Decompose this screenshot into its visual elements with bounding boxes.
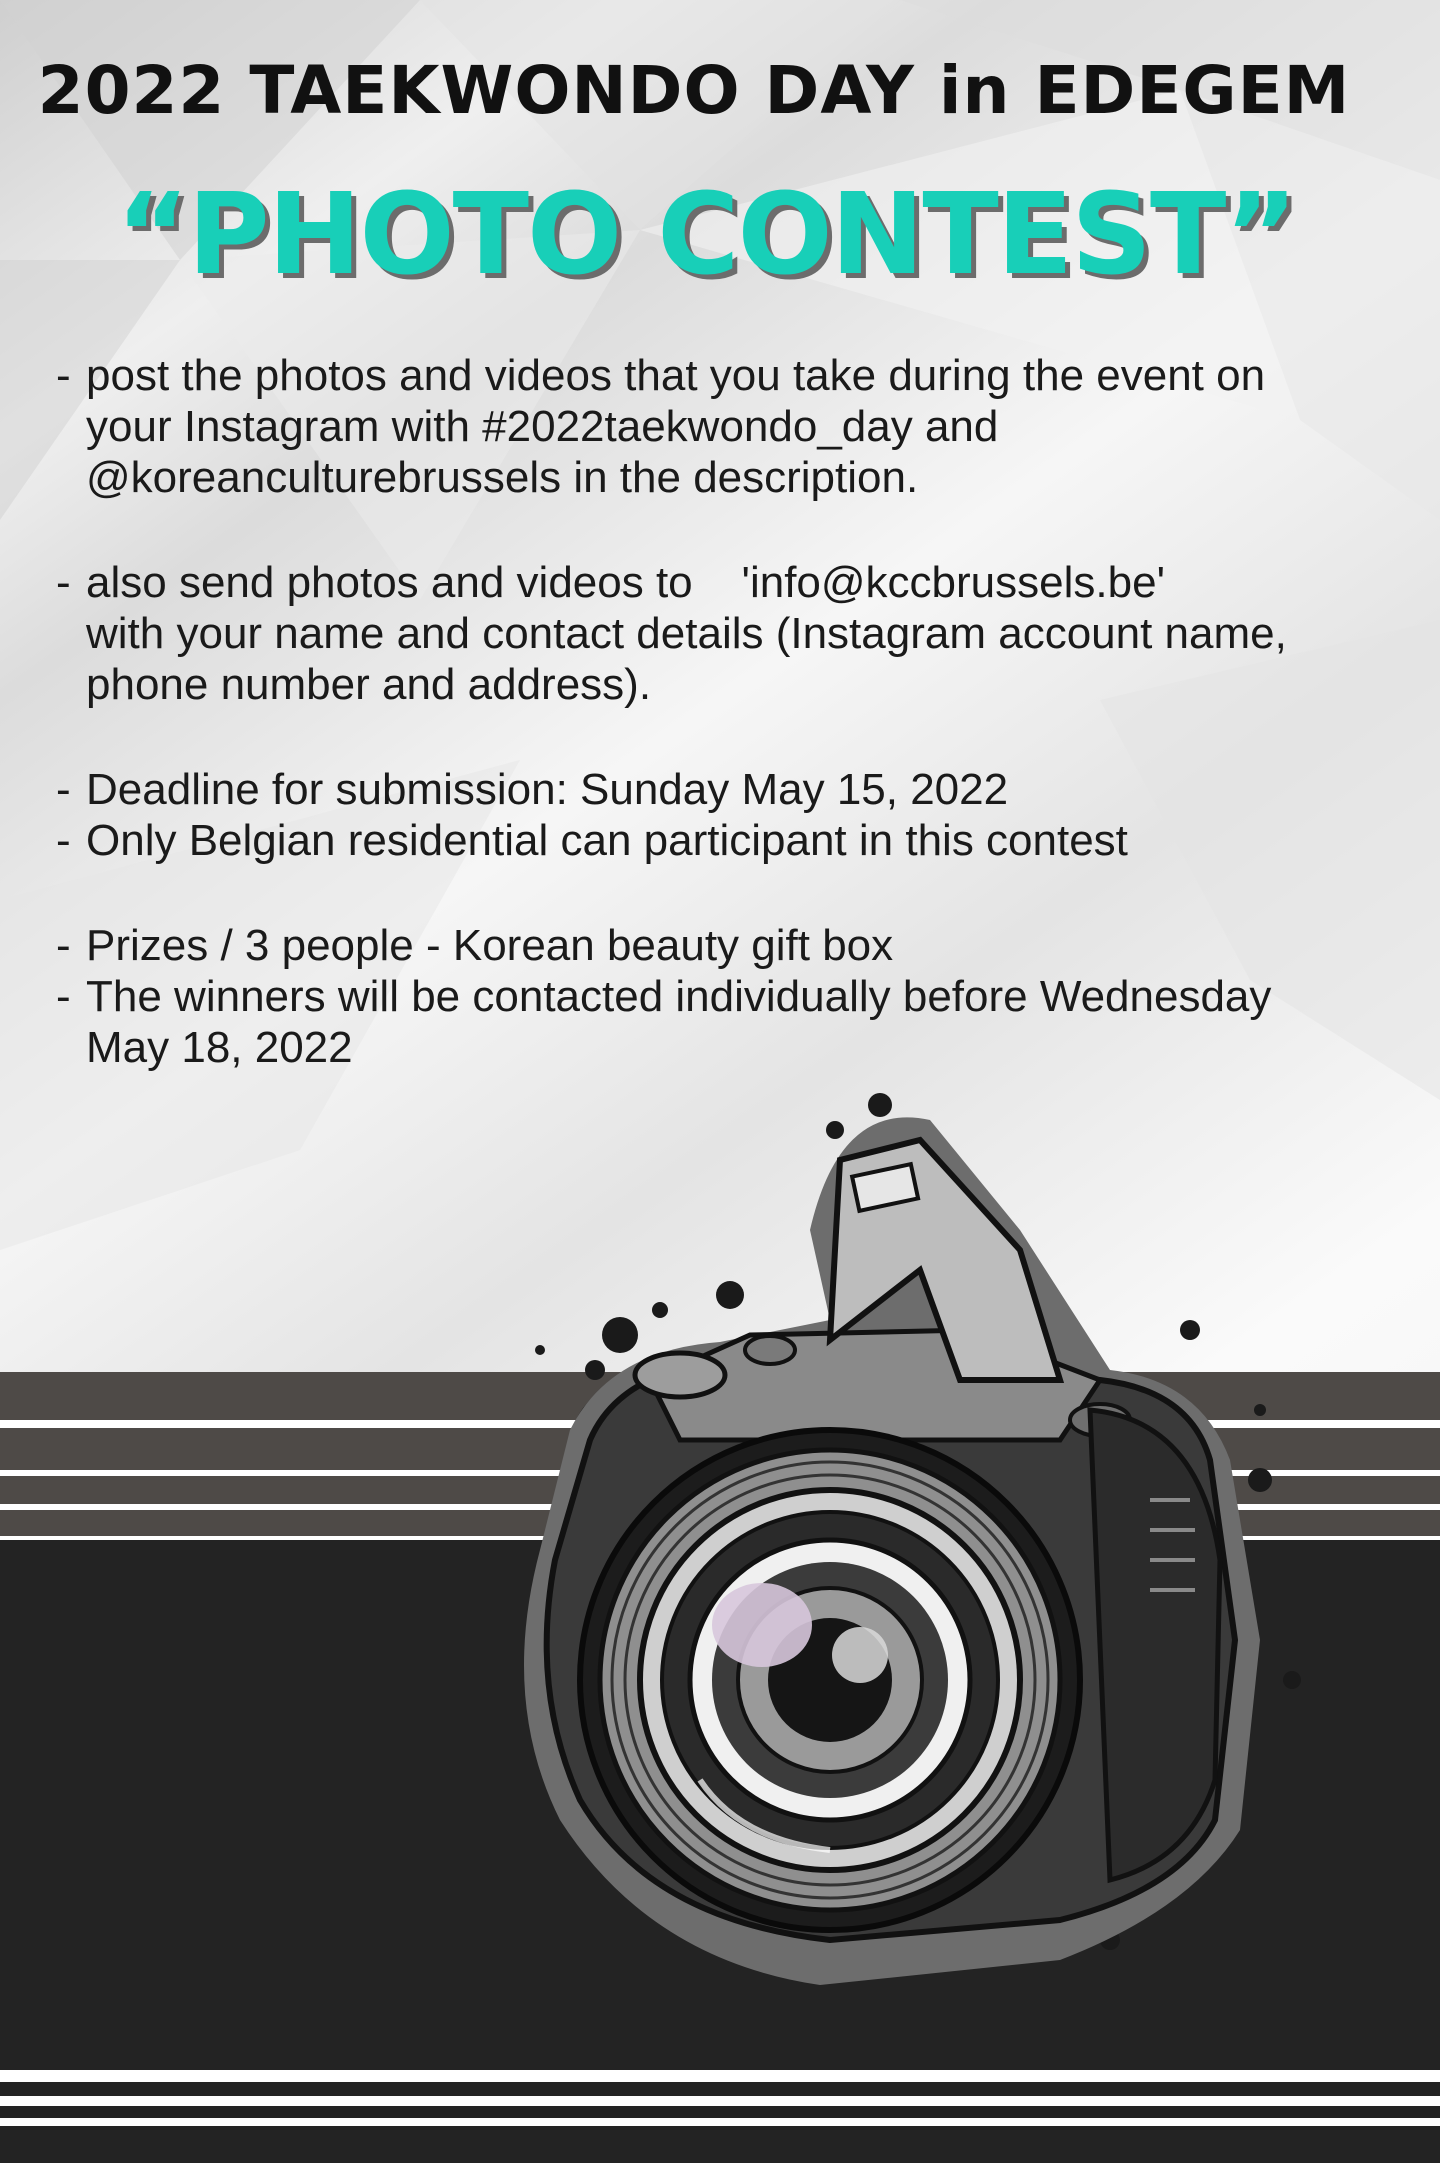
- rule-text: also send photos and videos to 'info@kccbrussels.be': [86, 558, 1165, 607]
- deadline-text: Deadline for submission: Sunday May 15, 2022: [86, 765, 1009, 814]
- bullet: -: [56, 765, 71, 814]
- rule-text: with your name and contact details (Instagram account name,: [86, 609, 1287, 658]
- bullet: -: [56, 351, 71, 400]
- event-title: 2022 TAEKWONDO DAY in EDEGEM: [37, 52, 1351, 129]
- contest-title: “PHOTO CONTEST”: [116, 170, 1296, 300]
- bullet: -: [56, 921, 71, 970]
- prizes-text: Prizes / 3 people - Korean beauty gift box: [86, 921, 894, 970]
- eligibility-text: Only Belgian residential can participant in this contest: [86, 816, 1128, 865]
- rule-text: @koreanculturebrussels in the description.: [86, 453, 919, 502]
- rule-text: phone number and address).: [86, 660, 652, 709]
- bullet: -: [56, 558, 71, 607]
- bullet: -: [56, 816, 71, 865]
- camera-illustration: [500, 1080, 1320, 2000]
- rule-text: your Instagram with #2022taekwondo_day and: [86, 402, 999, 451]
- winners-text: The winners will be contacted individually before Wednesday May 18, 2022: [86, 972, 1272, 1072]
- rule-text: post the photos and videos that you take during the event on: [86, 351, 1266, 400]
- bullet: -: [56, 972, 71, 1021]
